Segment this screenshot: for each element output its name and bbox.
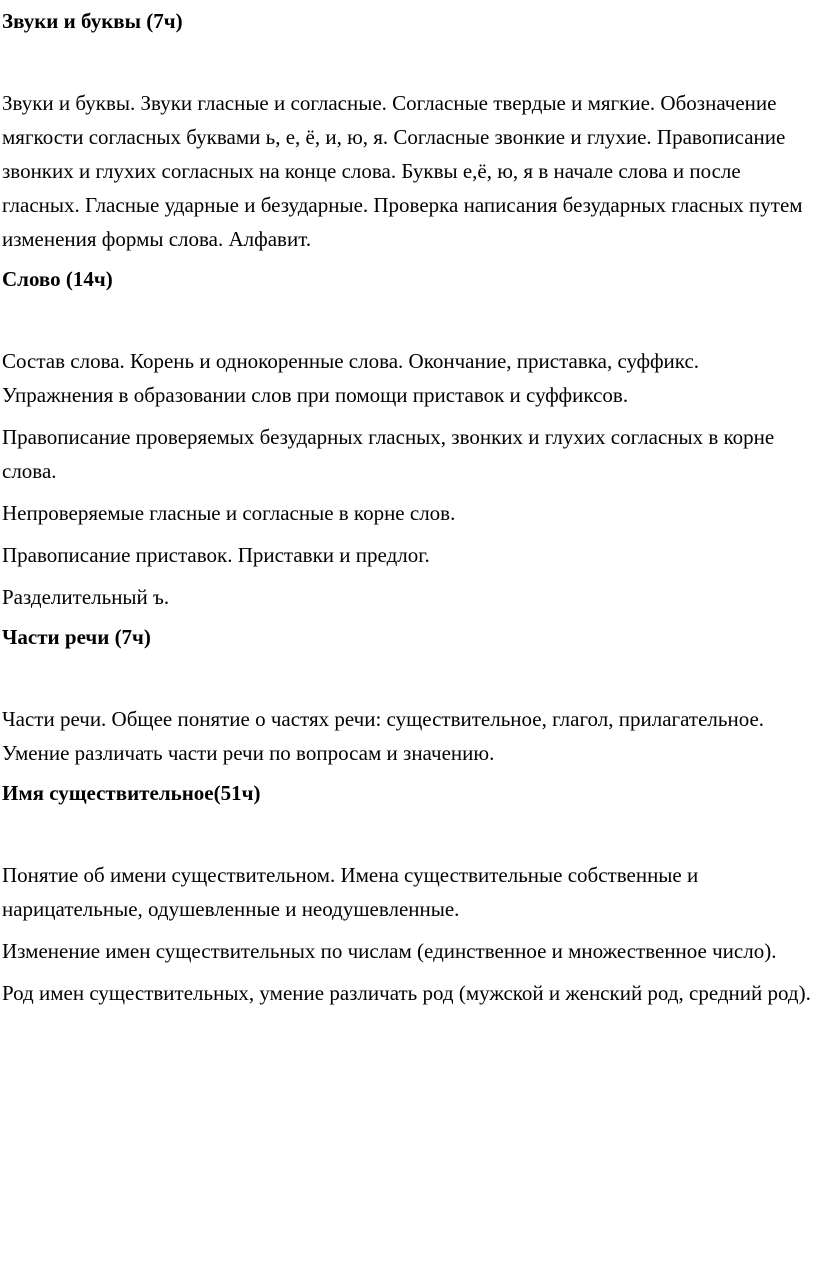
- section-paragraph: Звуки и буквы. Звуки гласные и согласные. Согласные твердые и мягкие. Обозначение мягкости согласных буквами ь, е, ё, и, ю, я. Согласные звонкие и глухие. Правописание звонких и глухих согласных на конце слова. Буквы е,ё, ю, я в начале слова и после гласных. Гласные ударные и безударные. Проверка написания безударных гласных путем изменения формы слова. Алфавит.: [2, 91, 803, 251]
- section-paragraph: Разделительный ъ.: [2, 585, 170, 609]
- section-paragraph: Части речи. Общее понятие о частях речи: существительное, глагол, прилагательное. Умение различать части речи по вопросам и значению.: [2, 707, 765, 765]
- section-heading: Имя существительное(51ч): [2, 781, 261, 805]
- section-heading: Звуки и буквы (7ч): [2, 9, 183, 33]
- section-paragraph: Род имен существительных, умение различать род (мужской и женский род, средний род).: [2, 981, 811, 1005]
- section-paragraph: Изменение имен существительных по числам (единственное и множественное число).: [2, 939, 777, 963]
- section-paragraph: Непроверяемые гласные и согласные в корне слов.: [2, 501, 456, 525]
- section-heading: Части речи (7ч): [2, 625, 151, 649]
- section-paragraph: Состав слова. Корень и однокоренные слова. Окончание, приставка, суффикс. Упражнения в образовании слов при помощи приставок и суффиксов.: [2, 349, 700, 407]
- section-parts-of-speech: [2, 622, 814, 770]
- section-paragraph: Понятие об имени существительном. Имена существительные собственные и нарицательные, одушевленные и неодушевленные.: [2, 863, 699, 921]
- section-noun: [2, 778, 814, 1010]
- section-paragraph: Правописание приставок. Приставки и предлог.: [2, 543, 430, 567]
- section-heading: Слово (14ч): [2, 267, 113, 291]
- section-word: [2, 264, 814, 614]
- section-sounds-letters: [2, 6, 814, 256]
- section-paragraph: Правописание проверяемых безударных гласных, звонких и глухих согласных в корне слова.: [2, 425, 775, 483]
